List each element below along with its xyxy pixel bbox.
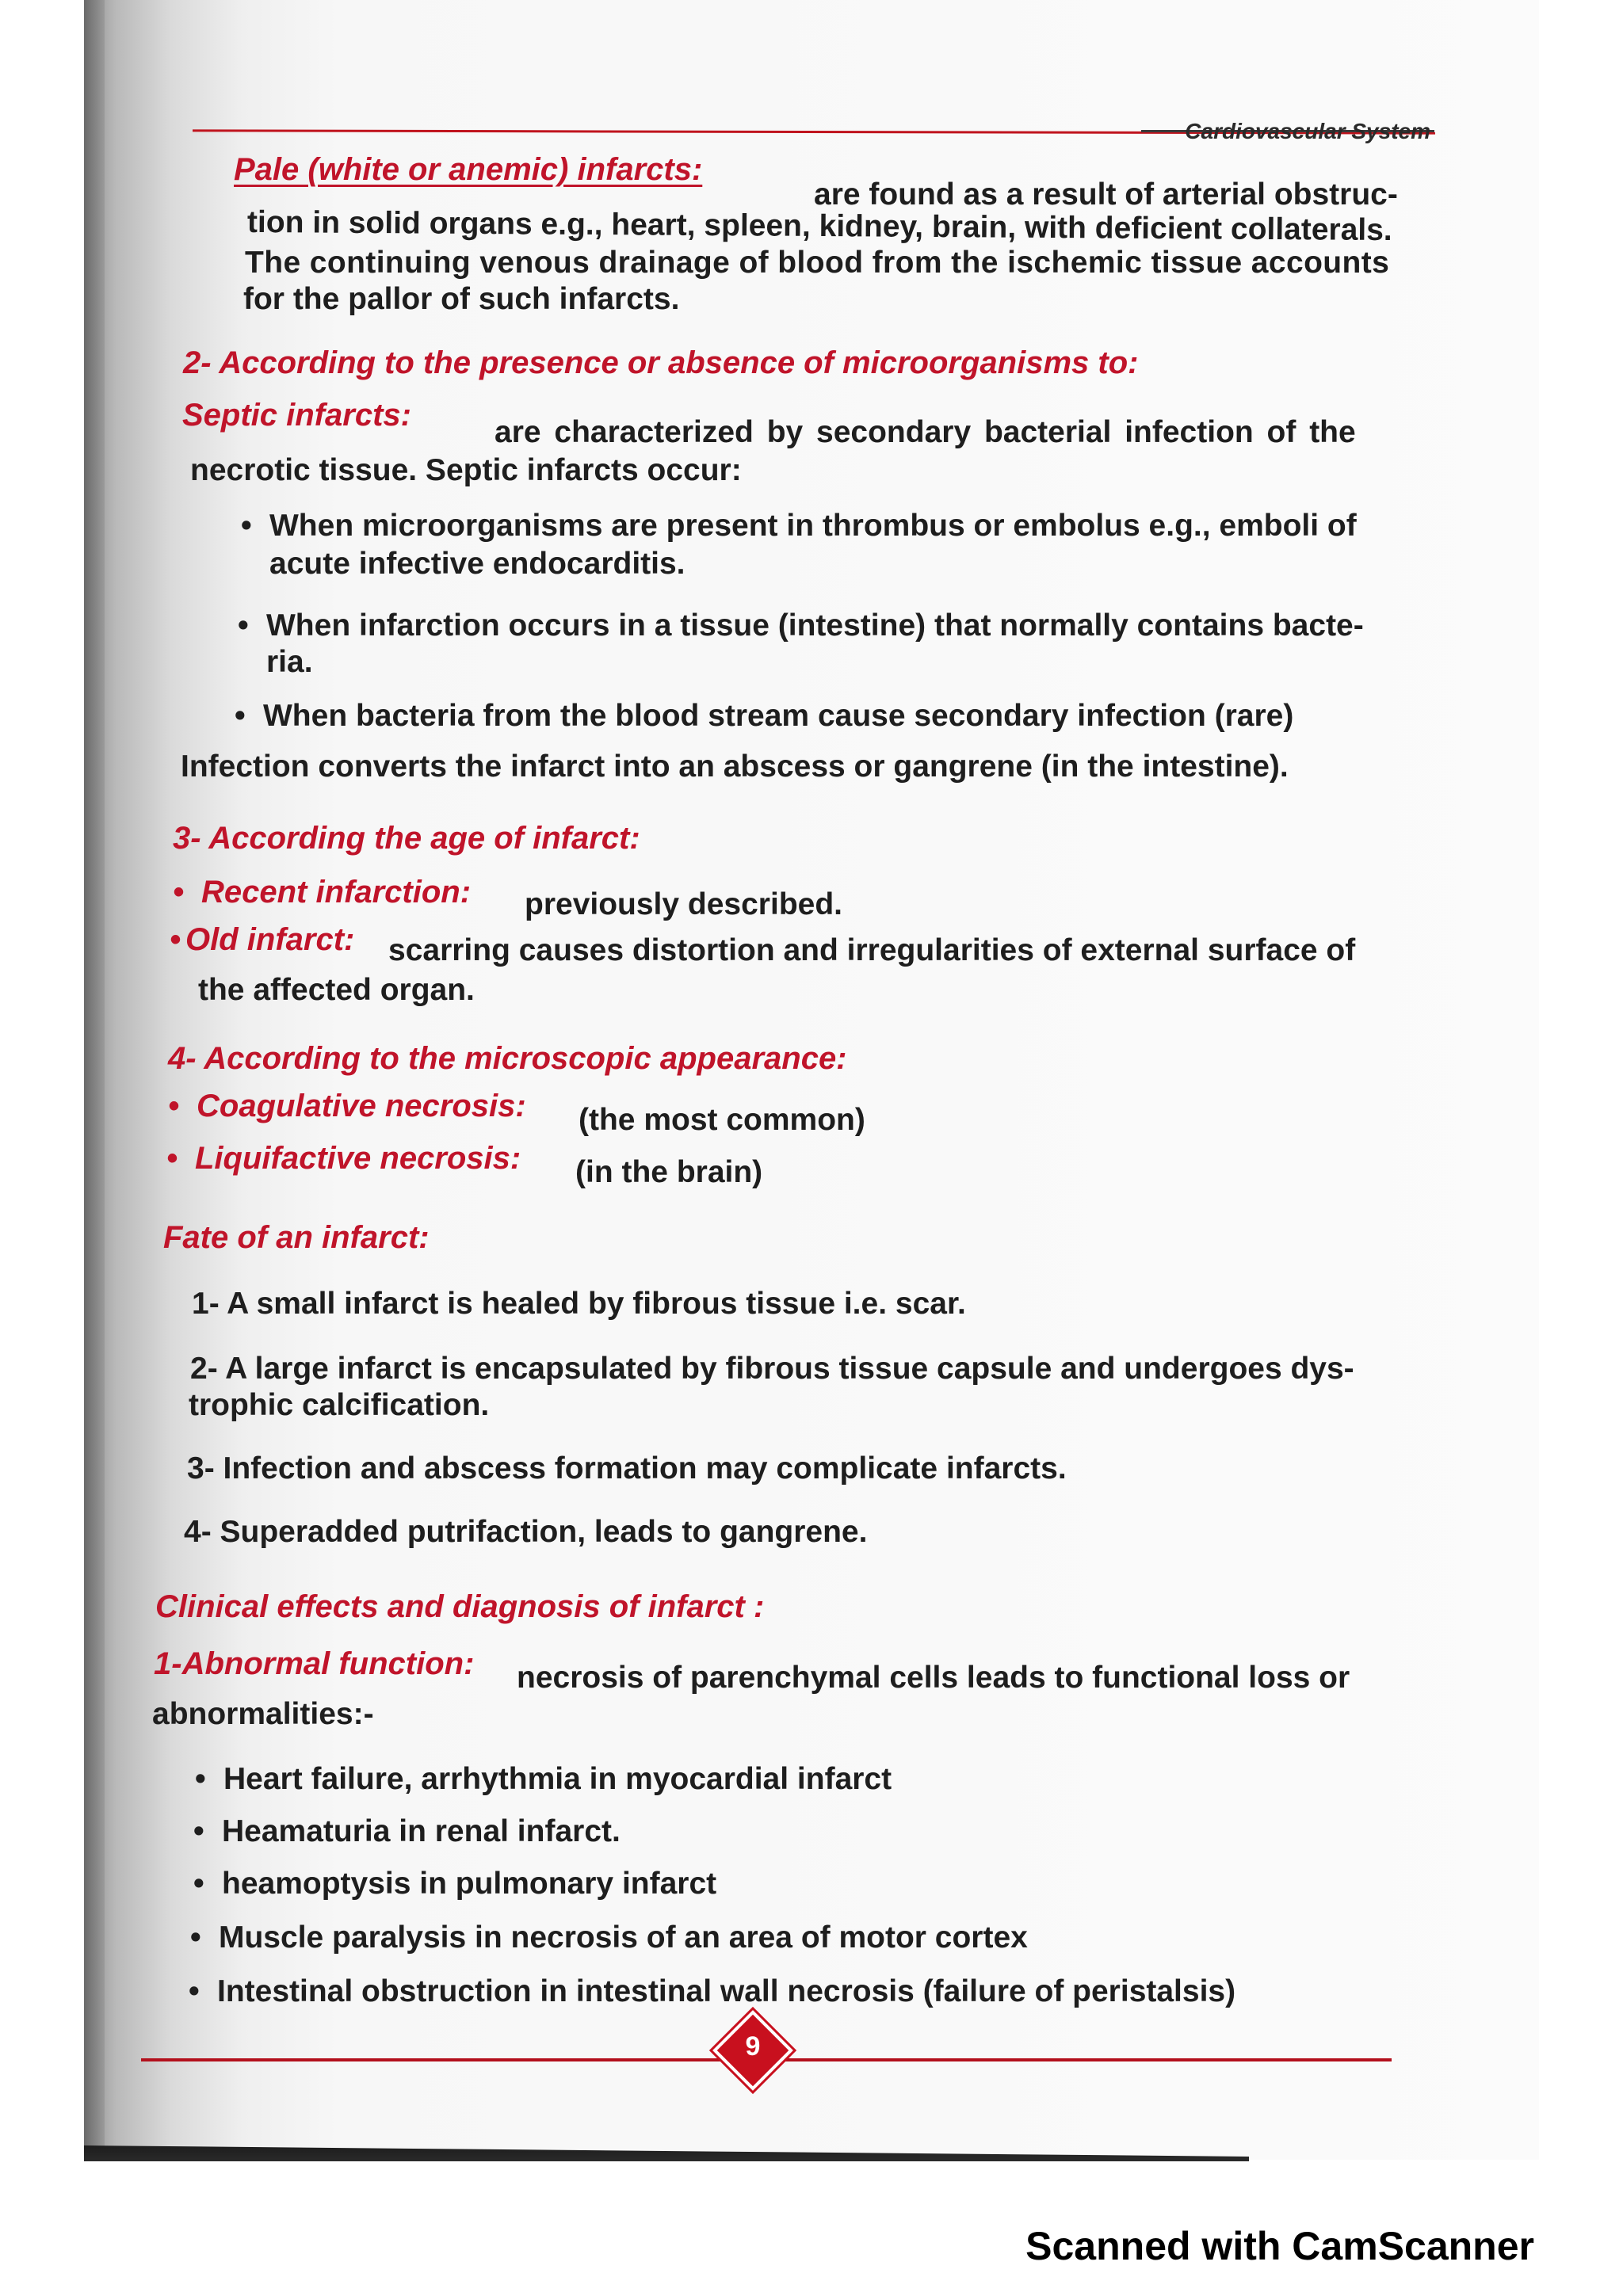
old-infarct-term: • Old infarct: xyxy=(170,922,355,957)
section-2-heading: 2- According to the presence or absence of microorganisms to: xyxy=(183,345,1139,380)
pale-line-1: are found as a result of arterial obstruc- xyxy=(814,177,1398,212)
section-3-heading: 3- According the age of infarct: xyxy=(173,821,640,856)
recent-infarction-term: • Recent infarction: xyxy=(173,875,471,910)
page-number: 9 xyxy=(745,2031,761,2061)
pale-line-2: tion in solid organs e.g., heart, spleen, kidney, brain, with deficient collaterals. xyxy=(246,204,1392,248)
coagulative-necrosis-text: (the most common) xyxy=(579,1103,865,1137)
liquifactive-necrosis-text: (in the brain) xyxy=(575,1155,763,1189)
septic-infarcts-term: Septic infarcts: xyxy=(182,398,411,433)
page-binding-shadow xyxy=(84,0,105,2160)
liquifactive-necrosis-term: • Liquifactive necrosis: xyxy=(166,1141,521,1177)
fate-item-4: 4- Superadded putrifaction, leads to gangrene. xyxy=(184,1515,868,1549)
abnormal-function-line-2: abnormalities:- xyxy=(152,1697,374,1731)
fate-item-2-cont: trophic calcification. xyxy=(189,1388,490,1422)
abnormal-function-term: 1-Abnormal function: xyxy=(154,1646,475,1681)
clinical-bullet-1: • Heart failure, arrhythmia in myocardial infarct xyxy=(195,1760,892,1798)
clinical-bullet-2: • Heamaturia in renal infarct. xyxy=(193,1813,621,1850)
septic-bullet-1-cont: acute infective endocarditis. xyxy=(269,547,685,581)
clinical-bullet-4: • Muscle paralysis in necrosis of an area of motor cortex xyxy=(190,1919,1028,1956)
old-infarct-text: scarring causes distortion and irregularities of external surface of xyxy=(388,933,1356,967)
septic-line-2: necrotic tissue. Septic infarcts occur: xyxy=(190,453,742,487)
infection-converts-line: Infection converts the infarct into an abscess or gangrene (in the intestine). xyxy=(181,749,1289,784)
clinical-heading: Clinical effects and diagnosis of infarct : xyxy=(155,1589,765,1624)
camscanner-watermark: Scanned with CamScanner xyxy=(1025,2224,1534,2268)
pale-infarcts-term: Pale (white or anemic) infarcts: xyxy=(234,152,703,187)
septic-line-1: are characterized by secondary bacterial infection of the xyxy=(495,415,1356,449)
running-head: Cardiovascular System xyxy=(1185,119,1430,143)
fate-item-1: 1- A small infarct is healed by fibrous tissue i.e. scar. xyxy=(192,1287,966,1321)
abnormal-function-line-1: necrosis of parenchymal cells leads to functional loss or xyxy=(517,1661,1350,1695)
septic-bullet-3: • When bacteria from the blood stream cause secondary infection (rare) xyxy=(235,697,1293,734)
footer-rule-left xyxy=(141,2058,724,2061)
old-infarct-text-cont: the affected organ. xyxy=(198,973,475,1007)
clinical-bullet-5: • Intestinal obstruction in intestinal wall necrosis (failure of peristalsis) xyxy=(189,1973,1235,2010)
clinical-bullet-3: • heamoptysis in pulmonary infarct xyxy=(193,1865,716,1902)
recent-infarction-text: previously described. xyxy=(525,887,842,921)
pale-line-3: The continuing venous drainage of blood from the ischemic tissue accounts xyxy=(245,246,1390,280)
septic-bullet-2: • When infarction occurs in a tissue (intestine) that normally contains bacte- xyxy=(238,607,1364,644)
coagulative-necrosis-term: • Coagulative necrosis: xyxy=(168,1089,526,1124)
fate-heading: Fate of an infarct: xyxy=(163,1220,430,1255)
fate-item-3: 3- Infection and abscess formation may complicate infarcts. xyxy=(187,1451,1067,1486)
fate-item-2: 2- A large infarct is encapsulated by fibrous tissue capsule and undergoes dys- xyxy=(190,1352,1354,1386)
septic-bullet-2-cont: ria. xyxy=(266,645,313,679)
footer-rule-right xyxy=(785,2058,1392,2061)
septic-bullet-1: • When microorganisms are present in thrombus or embolus e.g., emboli of xyxy=(241,507,1357,544)
pale-line-4: for the pallor of such infarcts. xyxy=(243,282,680,316)
section-4-heading: 4- According to the microscopic appearance: xyxy=(168,1041,847,1076)
